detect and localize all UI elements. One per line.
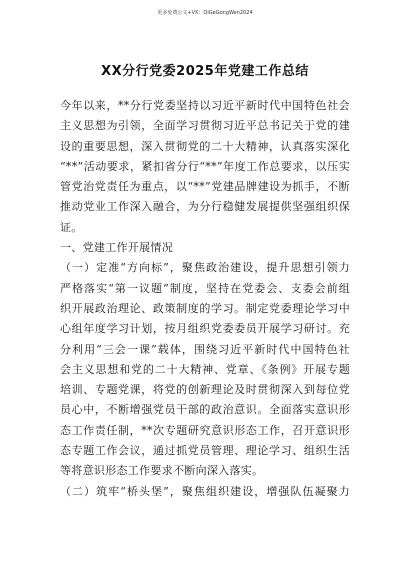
section-heading: 一、党建工作开展情况 bbox=[60, 241, 173, 255]
body-line: 设的重要思想，深入贯彻党的二十大精神，认真落实深化 bbox=[60, 139, 350, 153]
subsection-heading: （一）定准“方向标”，聚焦政治建设，提升思想引领力 bbox=[60, 261, 350, 275]
body-line: 织开展政治理论、政策制度的学习。制定党委理论学习中 bbox=[60, 301, 350, 315]
body-line: 主义思想为引领，全面学习贯彻习近平总书记关于党的建 bbox=[60, 119, 350, 133]
body-line: 会主义思想和党的二十大精神、党章、《条例》开展专题 bbox=[60, 362, 350, 376]
body-line: 心组年度学习计划，按月组织党委委员开展学习研讨。充 bbox=[60, 322, 350, 336]
body-line: 今年以来，**分行党委坚持以习近平新时代中国特色社会 bbox=[60, 99, 350, 112]
body-line: 态工作责任制，**次专题研究意识形态工作，召开意识形 bbox=[60, 423, 350, 437]
body-line: 等将意识形态工作要求不断向深入落实。 bbox=[60, 464, 264, 478]
body-line: 培训、专题党课，将党的创新理论及时贯彻深入到每位党 bbox=[60, 383, 350, 397]
subsection-heading: （二）筑牢“桥头堡”，聚焦组织建设，增强队伍凝聚力 bbox=[60, 484, 350, 498]
document-body bbox=[60, 96, 350, 502]
body-line: 推动党业工作深入融合，为分行稳健发展提供坚强组织保 bbox=[60, 200, 350, 214]
body-line: 员心中，不断增强党员干部的政治意识。全面落实意识形 bbox=[60, 403, 350, 417]
page-header: 更多免费公文+VX：QiGeGongWen2024 bbox=[157, 10, 253, 16]
body-line: “**”活动要求，紧扣省分行“**”年度工作总要求，以压实 bbox=[60, 159, 350, 173]
body-line: 严格落实“第一议题”制度，坚持在党委会、支委会前组 bbox=[60, 281, 350, 295]
body-line: 管党治党责任为重点，以“**”党建品牌建设为抓手，不断 bbox=[60, 180, 350, 194]
body-line: 分利用“三会一课”载体，围绕习近平新时代中国特色社 bbox=[60, 342, 350, 356]
document-title: XX分行党委2025年党建工作总结 bbox=[101, 64, 309, 79]
body-line: 证。 bbox=[60, 220, 83, 234]
body-line: 态专题工作会议，通过抓党员管理、理论学习、组织生活 bbox=[60, 444, 350, 458]
